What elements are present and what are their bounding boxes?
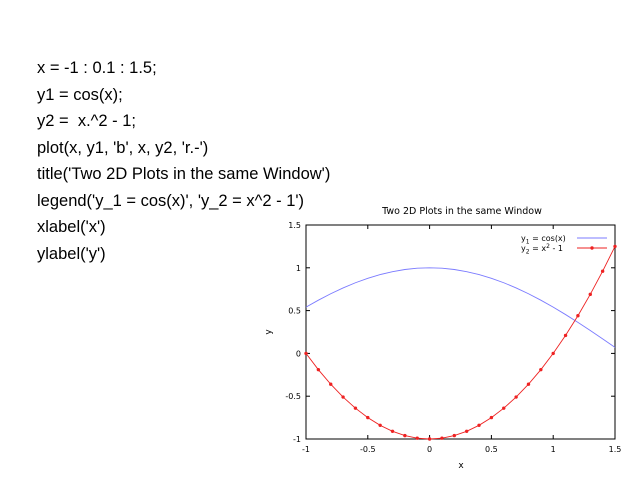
series-2-point <box>564 334 567 337</box>
code-line: y2 = x.^2 - 1; <box>37 112 136 130</box>
series-2-point <box>354 406 357 409</box>
series-2-point <box>304 352 307 355</box>
x-tick-label: 1.5 <box>608 445 622 454</box>
series-group <box>304 245 616 441</box>
series-2-point <box>440 436 443 439</box>
code-line: xlabel('x') <box>37 218 106 236</box>
series-2-point <box>341 395 344 398</box>
series-2-point <box>589 293 592 296</box>
series-2-point <box>403 434 406 437</box>
series-2-point <box>428 437 431 440</box>
legend <box>521 234 607 256</box>
series-2-point <box>601 270 604 273</box>
series-line-2 <box>306 246 615 439</box>
x-axis-label: x <box>458 461 464 471</box>
series-2-point <box>329 383 332 386</box>
code-line: x = -1 : 0.1 : 1.5; <box>37 59 157 77</box>
series-2-point <box>477 424 480 427</box>
series-line-1 <box>306 268 615 348</box>
y-axis-label: y <box>264 329 274 335</box>
plot-area <box>306 225 615 439</box>
series-2-point <box>539 368 542 371</box>
chart-title: Two 2D Plots in the same Window <box>382 206 542 217</box>
legend-swatch-point <box>590 246 593 249</box>
y-tick-label: 1 <box>295 263 301 273</box>
series-2-point <box>490 416 493 419</box>
series-2-point <box>378 424 381 427</box>
x-tick-label: 0 <box>427 445 433 454</box>
code-line: y1 = cos(x); <box>37 85 123 104</box>
y-tick-label: 0.5 <box>288 306 301 316</box>
series-2-point <box>514 395 517 398</box>
series-2-point <box>527 383 530 386</box>
x-tick-label: 0.5 <box>485 445 498 454</box>
x-tick-label: 1 <box>550 445 556 454</box>
y-tick-label: 0 <box>295 349 301 359</box>
y-tick-label: -0.5 <box>285 392 301 402</box>
series-2-point <box>552 352 555 355</box>
code-line: ylabel('y') <box>37 244 106 263</box>
series-2-point <box>366 416 369 419</box>
series-2-point <box>391 430 394 433</box>
series-2-point <box>465 430 468 433</box>
code-line: title('Two 2D Plots in the same Window') <box>37 165 331 183</box>
x-tick-label: -1 <box>302 445 310 454</box>
series-2-point <box>502 406 505 409</box>
y-tick-label: -1 <box>293 435 301 444</box>
y-tick-label: 1.5 <box>288 221 301 230</box>
code-line: plot(x, y1, 'b', x, y2, 'r.-') <box>37 138 209 157</box>
legend-label-1: $y_1 = \cos(x)$ <box>521 234 566 246</box>
x-tick-label: -0.5 <box>359 445 376 454</box>
series-2-point <box>576 314 579 317</box>
series-2-point <box>416 436 419 439</box>
series-2-point <box>453 434 456 437</box>
series-2-point <box>613 245 616 248</box>
code-line: legend('y_1 = cos(x)', 'y_2 = x^2 - 1') <box>37 191 305 210</box>
legend-label-2: $y_2 = x^2 - 1$ <box>521 243 563 256</box>
series-2-point <box>317 368 320 371</box>
axis-ticks <box>285 221 621 454</box>
